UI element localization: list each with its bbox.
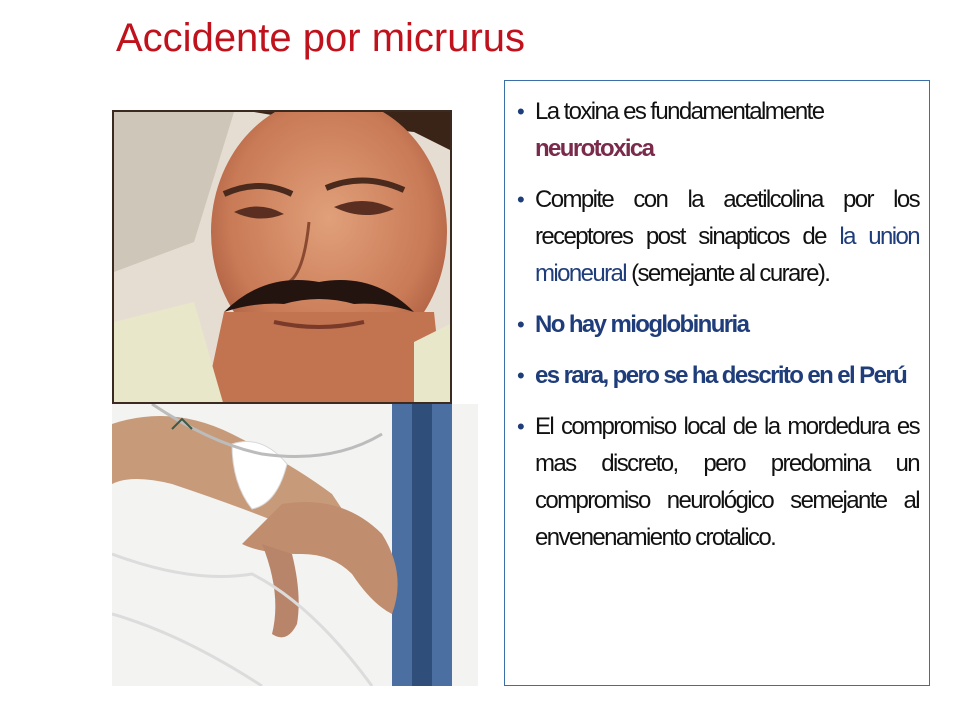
bullet-neurotoxica [517, 93, 919, 167]
slide-title: Accidente por micrurus [116, 16, 526, 60]
bullet-4-text: es rara, pero se ha descrito en el Perú [535, 362, 907, 389]
bullet-1-text: La toxina es fundamentalmente [535, 98, 824, 125]
bullet-5-text: El compromiso local de la mordedura es mas discreto, pero predomina un compromiso neurológico semejante al envenenamiento crotalico. [535, 413, 919, 551]
content-box [504, 80, 930, 686]
bullet-1-highlight: neurotoxica [535, 135, 654, 162]
patient-arm-photo [112, 404, 478, 686]
bullet-2-post: (semejante al curare). [631, 260, 830, 287]
bullet-2-text: Compite con la acetilcolina por los receptores post sinapticos de [535, 186, 919, 250]
bullet-3-text: No hay mioglobinuria [535, 311, 749, 338]
bullet-acetilcolina [517, 181, 919, 292]
bullet-mioglobinuria [517, 306, 919, 343]
patient-face-photo [112, 110, 452, 404]
bullet-compromiso [517, 408, 919, 556]
bullet-2-highlight: la union mioneural [535, 223, 920, 287]
bullet-peru [517, 357, 919, 394]
bullet-list [517, 93, 919, 556]
